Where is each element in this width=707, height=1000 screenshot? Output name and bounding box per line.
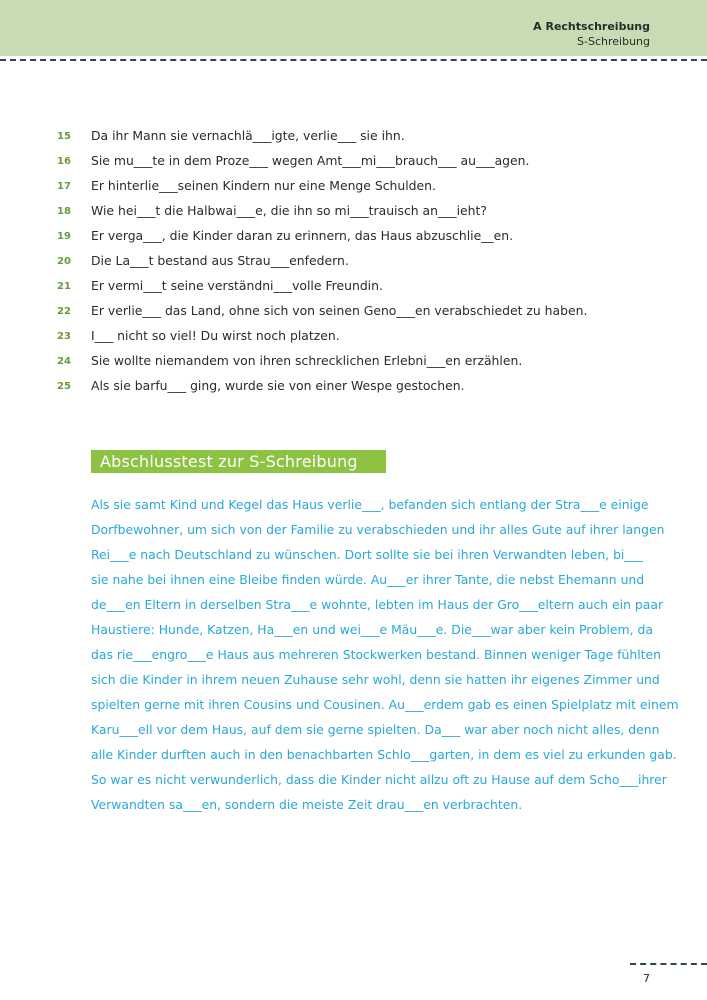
exercise-number: 23	[57, 331, 71, 342]
exercise-number: 15	[57, 131, 71, 142]
exercise-row	[0, 202, 707, 227]
exercise-sentence: Er verga___, die Kinder daran zu erinnern, das Haus abzuschlie__en.	[91, 228, 514, 243]
exercise-row	[0, 302, 707, 327]
exercise-row	[0, 377, 707, 402]
exercise-row	[0, 177, 707, 202]
exercise-number: 18	[57, 206, 71, 217]
exercise-sentence: Sie wollte niemandem von ihren schrecklichen Erlebni___en erzählen.	[91, 353, 523, 368]
text-line: spielten gerne mit ihren Cousins und Cousinen. Au___erdem gab es einen Spielplatz mit einem	[91, 697, 679, 712]
exercise-sentence: Wie hei___t die Halbwai___e, die ihn so mi___trauisch an___ieht?	[91, 203, 487, 218]
exercise-number: 16	[57, 156, 71, 167]
exercise-sentence: Die La___t bestand aus Strau___enfedern.	[91, 253, 349, 268]
text-line: Dorfbewohner, um sich von der Familie zu verabschieden und ihr alles Gute auf ihrer langen	[91, 522, 665, 537]
exercise-row	[0, 277, 707, 302]
text-line: sich die Kinder in ihrem neuen Zuhause sehr wohl, denn sie hatten ihr eigenes Zimmer und	[91, 672, 660, 687]
exercise-sentence: I___ nicht so viel! Du wirst noch platzen.	[91, 328, 340, 343]
exercise-row	[0, 352, 707, 377]
exercise-number: 17	[57, 181, 71, 192]
text-line: Haustiere: Hunde, Katzen, Ha___en und wei___e Mäu___e. Die___war aber kein Problem, da	[91, 622, 653, 637]
exercise-row	[0, 252, 707, 277]
exercise-sentence: Sie mu___te in dem Proze___ wegen Amt___mi___brauch___ au___agen.	[91, 153, 530, 168]
header-divider	[0, 59, 707, 61]
text-line: Verwandten sa___en, sondern die meiste Zeit drau___en verbrachten.	[91, 797, 523, 812]
exercise-sentence: Er verlie___ das Land, ohne sich von seinen Geno___en verabschiedet zu haben.	[91, 303, 588, 318]
text-line: Rei___e nach Deutschland zu wünschen. Dort sollte sie bei ihren Verwandten leben, bi___	[91, 547, 643, 562]
exercise-row	[0, 152, 707, 177]
exercise-number: 21	[57, 281, 71, 292]
exercise-sentence: Da ihr Mann sie vernachlä___igte, verlie___ sie ihn.	[91, 128, 405, 143]
text-line: Karu___ell vor dem Haus, auf dem sie gerne spielten. Da___ war aber noch nicht alles, denn	[91, 722, 660, 737]
chapter-title: A Rechtschreibung	[533, 20, 650, 33]
exercise-row	[0, 127, 707, 152]
exercise-number: 19	[57, 231, 71, 242]
exercise-sentence: Als sie barfu___ ging, wurde sie von einer Wespe gestochen.	[91, 378, 465, 393]
exercise-number: 20	[57, 256, 71, 267]
exercise-row	[0, 327, 707, 352]
text-line: Als sie samt Kind und Kegel das Haus verlie___, befanden sich entlang der Stra___e einige	[91, 497, 649, 512]
exercise-sentence: Er vermi___t seine verständni___volle Freundin.	[91, 278, 383, 293]
exercise-number: 24	[57, 356, 71, 367]
text-line: alle Kinder durften auch in den benachbarten Schlo___garten, in dem es viel zu erkunden gab.	[91, 747, 677, 762]
text-line: das rie___engro___e Haus aus mehreren Stockwerken bestand. Binnen weniger Tage fühlten	[91, 647, 662, 662]
exercise-number: 22	[57, 306, 71, 317]
page-number: 7	[643, 972, 650, 985]
exercise-number: 25	[57, 381, 71, 392]
text-line: So war es nicht verwunderlich, dass die Kinder nicht allzu oft zu Hause auf dem Scho___ihrer	[91, 772, 667, 787]
section-title: S-Schreibung	[577, 35, 650, 48]
exercise-row	[0, 227, 707, 252]
exercise-sentence: Er hinterlie___seinen Kindern nur eine Menge Schulden.	[91, 178, 436, 193]
section-heading: Abschlusstest zur S-Schreibung	[91, 450, 386, 473]
running-header	[533, 19, 650, 49]
test-paragraph	[91, 492, 679, 817]
text-line: sie nahe bei ihnen eine Bleibe finden würde. Au___er ihrer Tante, die nebst Ehemann und	[91, 572, 645, 587]
exercise-list	[0, 127, 707, 402]
text-line: de___en Eltern in derselben Stra___e wohnte, lebten im Haus der Gro___eltern auch ein paar	[91, 597, 664, 612]
footer-divider	[630, 963, 707, 965]
